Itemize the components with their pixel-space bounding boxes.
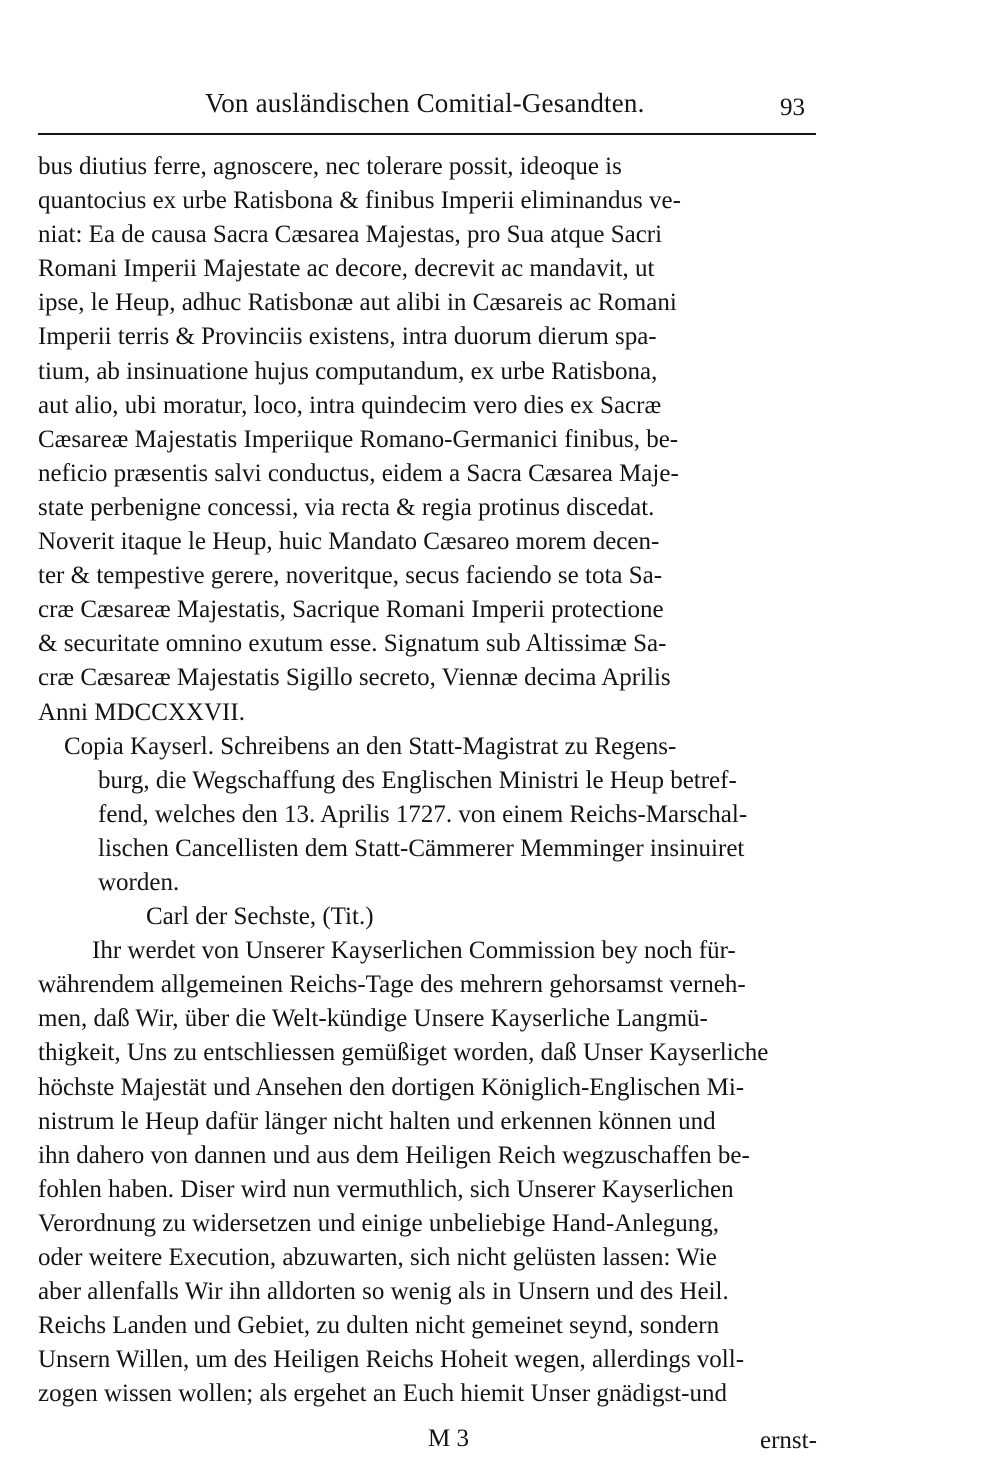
letter-line: nistrum le Heup dafür länger nicht halten und erkennen können und [38,1107,716,1135]
body-line: state perbenigne concessi, via recta & regia protinus discedat. [38,493,655,521]
body-line: bus diutius ferre, agnoscere, nec tolerare possit, ideoque is [38,153,622,180]
letter-line: Verordnung zu widersetzen und einige unbeliebige Hand-Anlegung, [38,1209,720,1237]
letter-line: währendem allgemeinen Reichs-Tage des mehrern gehorsamst verneh- [38,971,746,999]
signature-mark: M 3 [428,1425,469,1452]
body-line: Imperii terris & Provinciis existens, intra duorum dierum spa- [38,323,657,351]
body-line: ter & tempestive gerere, noveritque, secus faciendo se tota Sa- [38,562,663,590]
body-line: niat: Ea de causa Sacra Cæsarea Majestas, pro Sua atque Sacri [38,221,663,249]
body-line: tium, ab insinuatione hujus computandum, ex urbe Ratisbona, [38,357,658,385]
copia-heading-line: worden. [98,868,180,896]
letter-line: aber allenfalls Wir ihn alldorten so wenig als in Unsern und des Heil. [38,1278,729,1306]
copia-heading-line: fend, welches den 13. Aprilis 1727. von einem Reichs-Marschal- [98,800,748,828]
letter-line: oder weitere Execution, abzuwarten, sich nicht gelüsten lassen: Wie [38,1244,717,1271]
letter-line: Ihr werdet von Unserer Kayserlichen Commission bey noch für- [92,937,736,965]
salutation: Carl der Sechste, (Tit.) [146,903,374,931]
body-line: Anni MDCCXXVII. [38,698,245,726]
copia-heading-line: lischen Cancellisten dem Statt-Cämmerer Memminger insinuiret [98,834,745,862]
body-line: & securitate omnino exutum esse. Signatum sub Altissimæ Sa- [38,630,667,658]
letter-line: fohlen haben. Diser wird nun vermuthlich, sich Unserer Kayserlichen [38,1175,734,1203]
letter-line: Unsern Willen, um des Heiligen Reichs Hoheit wegen, allerdings voll- [38,1346,745,1374]
letter-line: Reichs Landen und Gebiet, zu dulten nicht gemeinet seynd, sondern [38,1312,720,1340]
page-body [38,150,822,1411]
letter-line: zogen wissen wollen; als ergehet an Euch hiemit Unser gnädigst-und [38,1380,727,1408]
page-number: 93 [780,94,805,121]
header-rule [38,133,816,135]
body-line: ipse, le Heup, adhuc Ratisbonæ aut alibi in Cæsareis ac Romani [38,289,677,317]
body-line: aut alio, ubi moratur, loco, intra quindecim vero dies ex Sacræ [38,391,662,419]
page-footer [0,1425,1000,1459]
body-line: cræ Cæsareæ Majestatis, Sacrique Romani Imperii protectione [38,596,664,624]
body-line: cræ Cæsareæ Majestatis Sigillo secreto, Viennæ decima Aprilis [38,664,671,692]
letter-line: ihn dahero von dannen und aus dem Heiligen Reich wegzuschaffen be- [38,1141,750,1169]
running-header [0,88,1000,128]
copia-heading-line: burg, die Wegschaffung des Englischen Ministri le Heup betref- [98,766,737,794]
body-line: Noverit itaque le Heup, huic Mandato Cæsareo morem decen- [38,528,660,556]
copia-heading-line: Copia Kayserl. Schreibens an den Statt-Magistrat zu Regens- [64,732,677,760]
body-line: neficio præsentis salvi conductus, eidem a Sacra Cæsarea Maje- [38,459,679,487]
body-line: Romani Imperii Majestate ac decore, decrevit ac mandavit, ut [38,255,655,283]
letter-line: thigkeit, Uns zu entschliessen gemüßiget worden, daß Unser Kayserliche [38,1039,769,1067]
letter-line: höchste Majestät und Ansehen den dortigen Königlich-Englischen Mi- [38,1073,745,1101]
body-line: Cæsareæ Majestatis Imperiique Romano-Germanici finibus, be- [38,425,679,453]
letter-line: men, daß Wir, über die Welt-kündige Unsere Kayserliche Langmü- [38,1005,708,1033]
body-line: quantocius ex urbe Ratisbona & finibus Imperii eliminandus ve- [38,187,681,215]
running-title: Von ausländischen Comitial-Gesandten. [205,88,645,118]
catchword: ernst- [760,1427,817,1454]
